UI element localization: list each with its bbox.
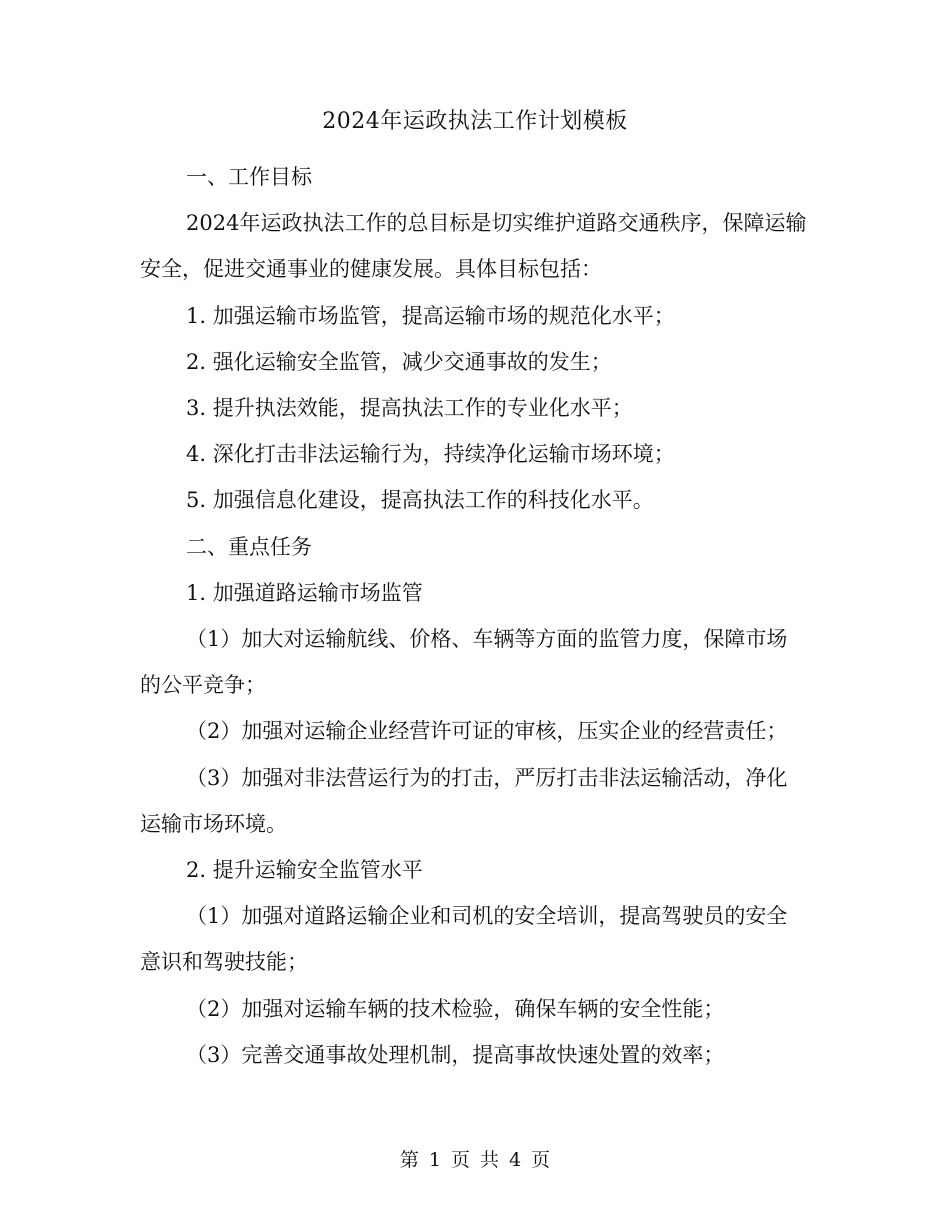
page-number-footer: 第 1 页 共 4 页 xyxy=(399,1149,551,1171)
document-body xyxy=(140,154,808,1078)
list-item-market-2: （2）加强对运输企业经营许可证的审核，压实企业的经营责任； xyxy=(186,719,788,744)
paragraph-overall-goal: 2024年运政执法工作的总目标是切实维护道路交通秩序，保障运输安全，促进交通事业的健康发展。具体目标包括： xyxy=(140,211,807,282)
list-item-market-1: （1）加大对运输航线、价格、车辆等方面的监管力度，保障市场的公平竞争； xyxy=(140,627,788,698)
list-item-goal-1: 1. 加强运输市场监管，提高运输市场的规范化水平； xyxy=(186,303,675,328)
list-item-goal-5: 5. 加强信息化建设，提高执法工作的科技化水平。 xyxy=(186,488,654,513)
subheading-market-supervision: 1. 加强道路运输市场监管 xyxy=(186,580,423,605)
section-heading-tasks: 二、重点任务 xyxy=(186,534,312,559)
list-item-market-3: （3）加强对非法营运行为的打击，严厉打击非法运输活动，净化运输市场环境。 xyxy=(140,765,788,836)
list-item-safety-2: （2）加强对运输车辆的技术检验，确保车辆的安全性能； xyxy=(186,996,725,1021)
document-title: 2024年运政执法工作计划模板 xyxy=(322,109,628,134)
section-heading-goals: 一、工作目标 xyxy=(186,165,312,189)
list-item-goal-3: 3. 提升执法效能，提高执法工作的专业化水平； xyxy=(186,396,633,421)
list-item-goal-4: 4. 深化打击非法运输行为，持续净化运输市场环境； xyxy=(186,442,675,467)
list-item-safety-3: （3）完善交通事故处理机制，提高事故快速处置的效率； xyxy=(186,1042,725,1067)
list-item-safety-1: （1）加强对道路运输企业和司机的安全培训，提高驾驶员的安全意识和驾驶技能； xyxy=(140,904,788,975)
subheading-safety-supervision: 2. 提升运输安全监管水平 xyxy=(186,858,423,883)
list-item-goal-2: 2. 强化运输安全监管，减少交通事故的发生； xyxy=(186,349,612,374)
